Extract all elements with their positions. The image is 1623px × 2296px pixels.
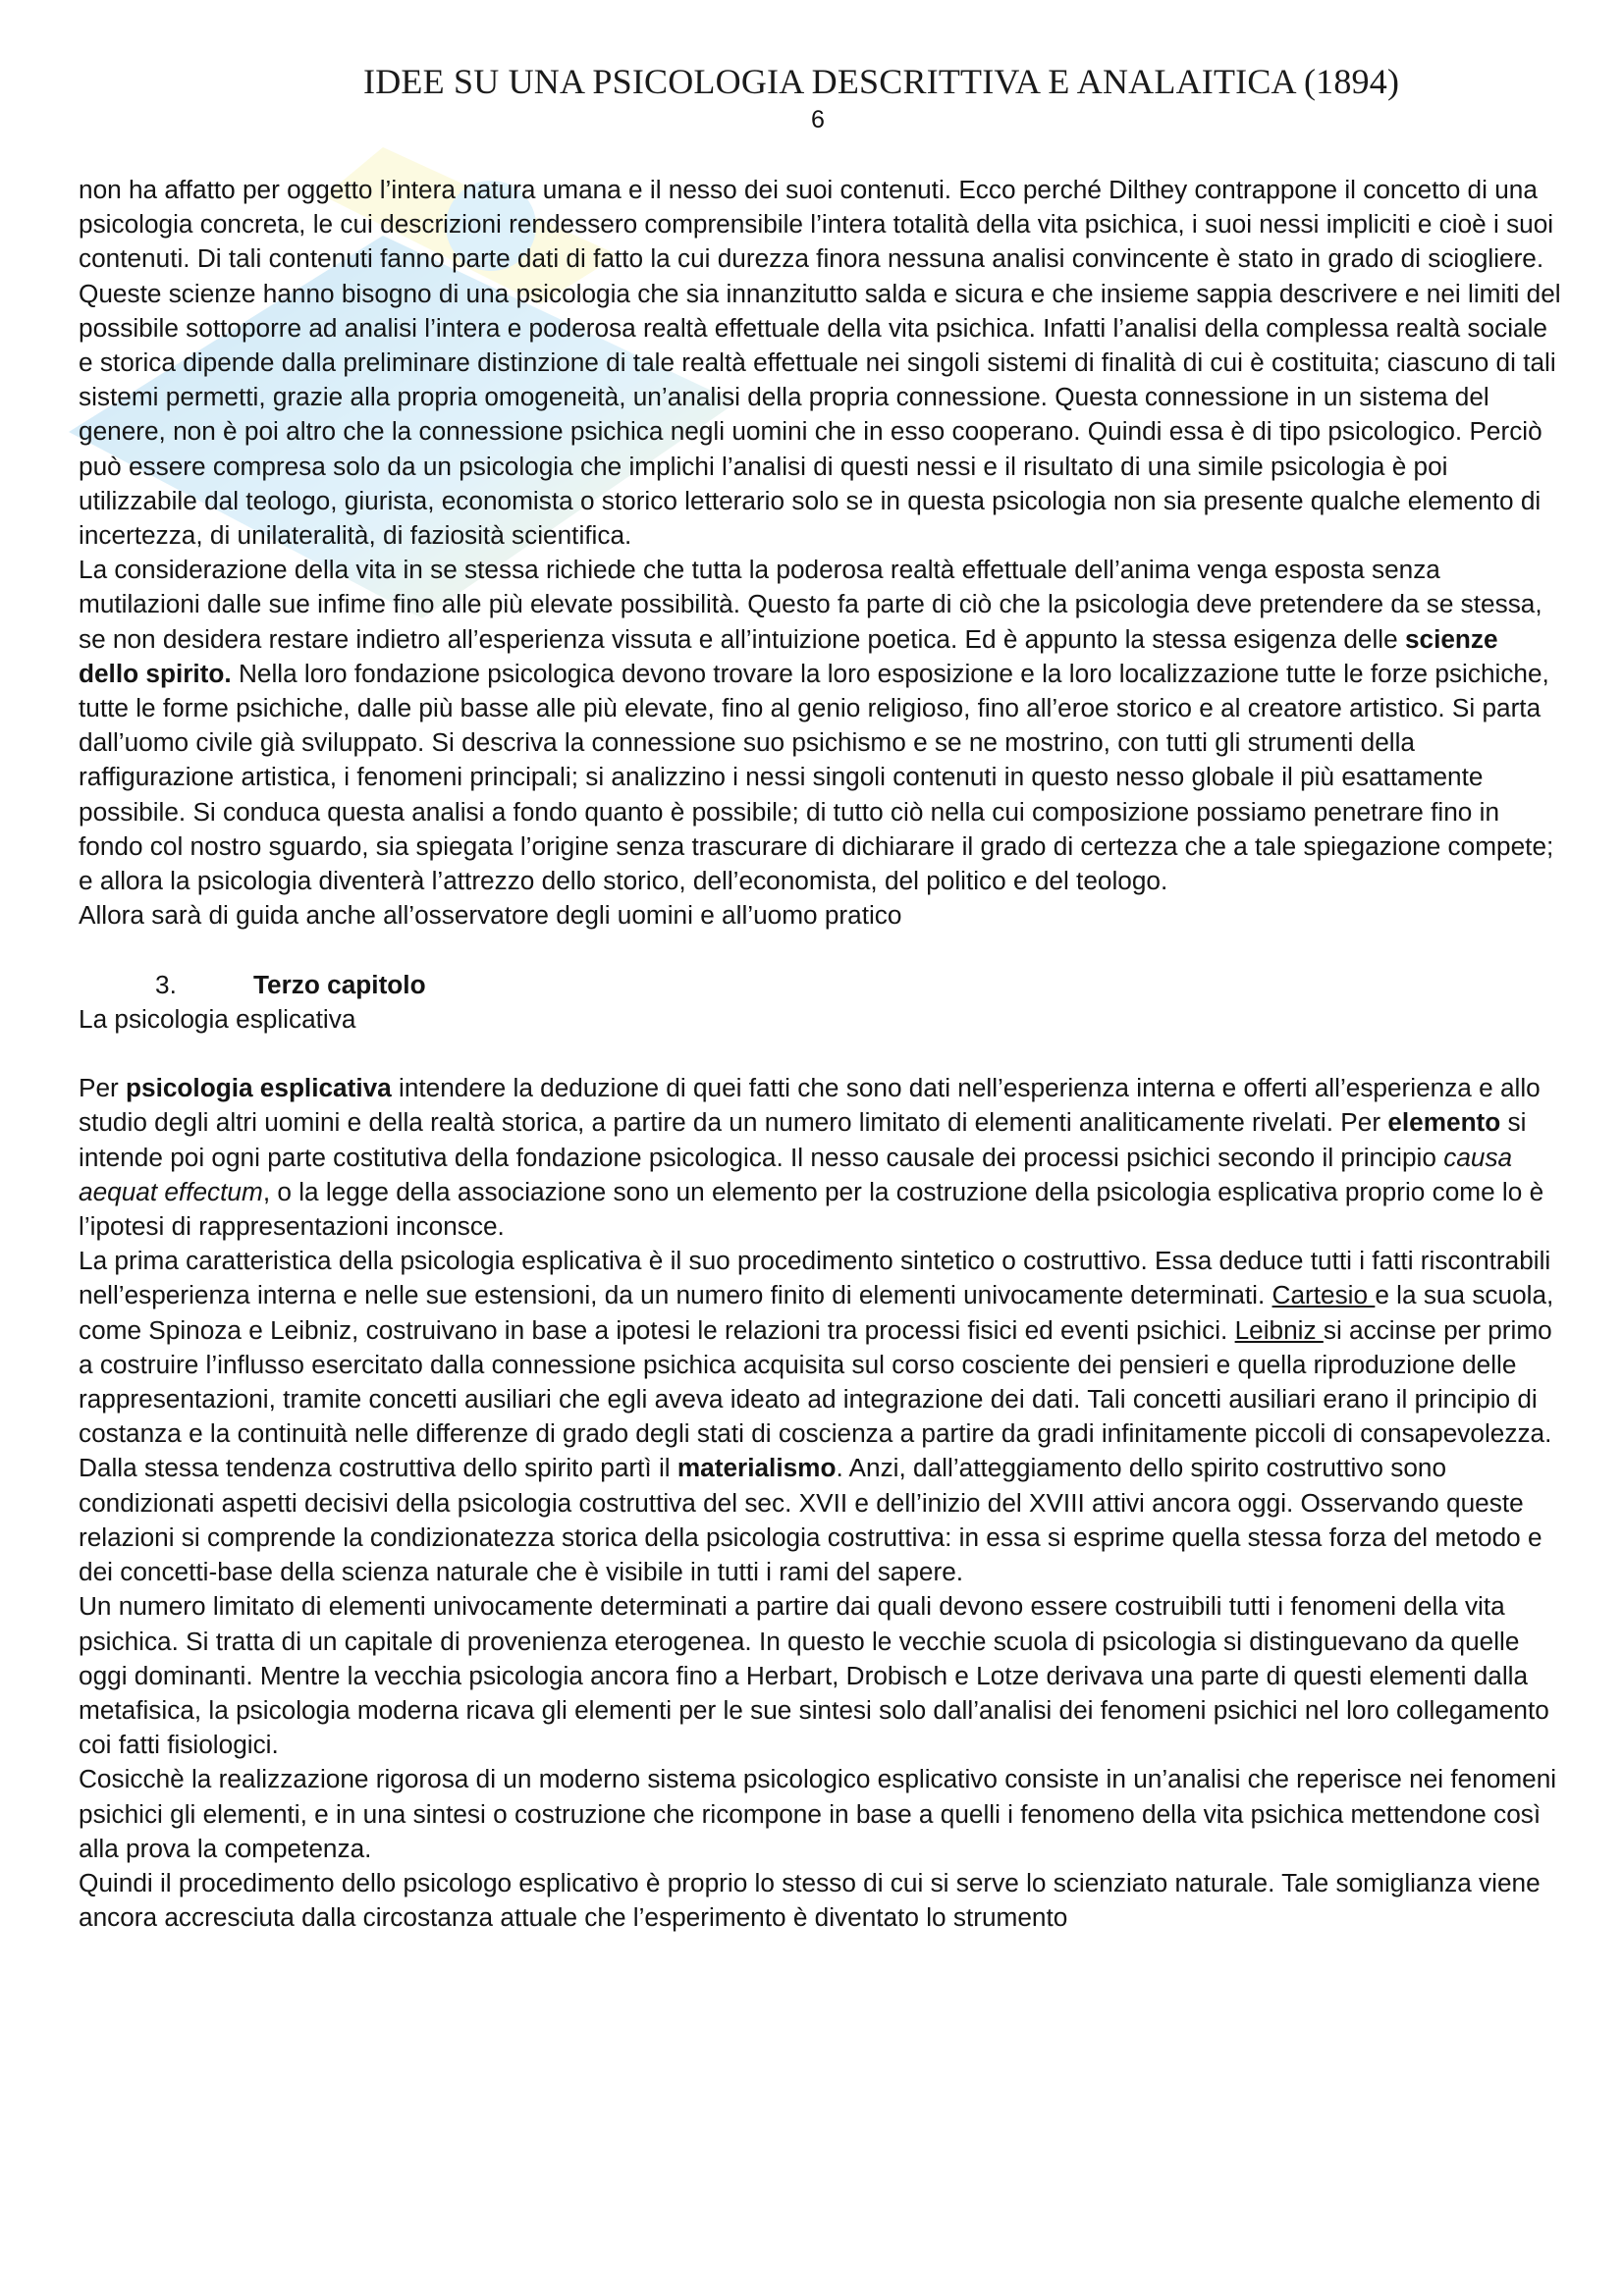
spacer xyxy=(79,933,1561,967)
text-run: La considerazione della vita in se stessa richiede che tutta la poderosa realtà effettuale dell’anima venga esposta senza mutilazioni dalle sue infime fino alle più elevate possibilità. Questo fa parte di ciò che la psicologia deve pretendere da se stessa, se non desidera restare indietro all’esperienza vissuta e all’intuizione poetica. Ed è appunto la stessa esigenza delle xyxy=(79,555,1542,654)
paragraph-8: Cosicchè la realizzazione rigorosa di un moderno sistema psicologico esplicativo consiste in un’analisi che reperisce nei fenomeni psichici gli elementi, e in una sintesi o costruzione che ricompone in base a quelli i fenomeno della vita psichica mettendone così alla prova la competenza. xyxy=(79,1764,1557,1863)
bold-term: elemento xyxy=(1387,1107,1501,1138)
text-run: . Anzi, dall’atteggiamento dello spirito costruttivo sono condizionati aspetti decisivi della psicologia costruttiva del sec. XVII e dell’inizio del XVIII attivi ancora oggi. Osservando queste relazioni si comprende la condizionatezza storica della psicologia costruttiva: in essa si esprime quella stessa forza del metodo e dei concetti-base della scienza naturale che è visibile in tutti i rami del sapere. xyxy=(79,1453,1542,1587)
page-number: 6 xyxy=(811,106,825,133)
paragraph-2: Queste scienze hanno bisogno di una psicologia che sia innanzitutto salda e sicura e che insieme sappia descrivere e nei limiti del possibile sottoporre ad analisi l’intera e poderosa realtà effettuale della vita psichica. Infatti l’analisi della complessa realtà sociale e storica dipende dalla preliminare distinzione di tale realtà effettuale nei singoli sistemi di finalità di cui è costituita; ciascuno di tali sistemi permetti, grazie alla propria omogeneità, un’analisi della propria connessione. Questa connessione in un sistema del genere, non è poi altro che la connessione psichica negli uomini che in esso cooperano. Quindi essa è di tipo psicologico. Perciò può essere compresa solo da un psicologia che implichi l’analisi di questi nessi e il risultato di una simile psicologia è poi utilizzabile dal teologo, giurista, economista o storico letterario solo se in questa psicologia non sia presente qualche elemento di incertezza, di unilateralità, di faziosità scientifica. xyxy=(79,278,1561,551)
paragraph-7: Un numero limitato di elementi univocamente determinati a partire dai quali devono essere costruibili tutti i fenomeni della vita psichica. Si tratta di un capitale di provenienza eterogenea. In questo le vecchie scuola di psicologia si distinguevano da quelle oggi dominanti. Mentre la vecchia psicologia ancora fino a Herbart, Drobisch e Lotze derivava una parte di questi elementi dalla metafisica, la psicologia moderna ricava gli elementi per le sue sintesi solo dall’analisi dei fenomeni psichici nel loro collegamento coi fatti fisiologici. xyxy=(79,1591,1549,1760)
header-title: IDEE SU UNA PSICOLOGIA DESCRITTIVA E ANALAITICA (1894) xyxy=(363,62,1400,101)
bold-term: psicologia esplicativa xyxy=(126,1073,392,1103)
paragraph-6 xyxy=(79,1244,1561,1589)
text-run: Nella loro fondazione psicologica devono trovare la loro esposizione e la loro localizzazione tutte le forze psichiche, tutte le forme psichiche, dalle più basse alle più elevate, fino al genio religioso, fino all’eroe storico e al creatore artistico. Si parta dall’uomo civile già sviluppato. Si descriva la connessione suo psichismo e se ne mostrino, con tutti gli strumenti della raffigurazione artistica, i fenomeni principali; si analizzino i nessi singoli contenuti in questo nesso globale il più esattamente possibile. Si conduca questa analisi a fondo quanto è possibile; di tutto ciò nella cui composizione possiamo penetrare fino in fondo col nostro sguardo, sia spiegata l’origine senza trascurare di dichiarare il grado di certezza che a tale spiegazione compete; e allora la psicologia diventerà l’attrezzo dello storico, dell’economista, del politico e del teologo. xyxy=(79,658,1554,896)
section-heading xyxy=(79,968,1561,1002)
paragraph-4: Allora sarà di guida anche all’osservatore degli uomini e all’uomo pratico xyxy=(79,900,902,931)
text-run: intendere la deduzione di quei fatti che sono dati nell’esperienza interna e offerti all’esperienza e allo studio degli altri uomini e della realtà storica, a partire da un numero limitato di elementi analiticamente rivelati. Per xyxy=(79,1073,1541,1138)
spacer xyxy=(79,1037,1561,1071)
section-title: Terzo capitolo xyxy=(253,969,426,999)
text-run: si accinse per primo a costruire l’influsso esercitato dalla connessione psichica acquisita sul corso cosciente dei pensieri e quella riproduzione delle rappresentazioni, tramite concetti ausiliari che egli aveva ideato ad integrazione dei dati. Tali concetti ausiliari erano il principio di costanza e la continuità nelle differenze di grado degli stati di coscienza a partire da gradi infinitamente piccoli di consapevolezza. Dalla stessa tendenza costruttiva dello spirito partì il xyxy=(79,1314,1552,1483)
text-run: e la sua scuola, come Spinoza e Leibniz, costruivano in base a ipotesi le relazioni tra processi fisici ed eventi psichici. xyxy=(79,1280,1554,1345)
paragraph-1: non ha affatto per oggetto l’intera natura umana e il nesso dei suoi contenuti. Ecco perché Dilthey contrappone il concetto di una psicologia concreta, le cui descrizioni rendessero comprensibile l’intera totalità della vita psichica, i suoi nessi impliciti e cioè i suoi contenuti. Di tali contenuti fanno parte dati di fatto la cui durezza finora nessuna analisi convincente è stato in grado di sciogliere. xyxy=(79,175,1554,274)
underlined-name-leibniz: Leibniz xyxy=(1234,1314,1324,1345)
text-run: La prima caratteristica della psicologia esplicativa è il suo procedimento sintetico o costruttivo. Essa deduce tutti i fatti riscontrabili nell’esperienza interna e nelle sue estensioni, da un numero finito di elementi univocamente determinati. xyxy=(79,1246,1551,1310)
paragraph-3 xyxy=(79,553,1561,898)
paragraph-9: Quindi il procedimento dello psicologo esplicativo è proprio lo stesso di cui si serve lo scienziato naturale. Tale somiglianza viene ancora accresciuta dalla circostanza attuale che l’esperimento è diventato lo strumento xyxy=(79,1867,1541,1933)
bold-term: materialismo xyxy=(676,1453,837,1483)
bold-term: scienze dello spirito. xyxy=(79,623,1498,688)
underlined-name-cartesio: Cartesio xyxy=(1271,1280,1376,1310)
text-run: , o la legge della associazione sono un elemento per la costruzione della psicologia esplicativa proprio come lo è l’ipotesi di rappresentazioni inconsce. xyxy=(79,1176,1544,1242)
text-run: Per xyxy=(79,1073,127,1103)
section-number: 3. xyxy=(155,969,177,999)
document-body xyxy=(79,173,1561,1935)
paragraph-5 xyxy=(79,1071,1561,1244)
text-run: si intende poi ogni parte costitutiva della fondazione psicologica. Il nesso causale dei processi psichici secondo il principio xyxy=(79,1107,1527,1172)
italic-term: causa aequat effectum xyxy=(79,1142,1513,1206)
section-subtitle: La psicologia esplicativa xyxy=(79,1003,356,1034)
